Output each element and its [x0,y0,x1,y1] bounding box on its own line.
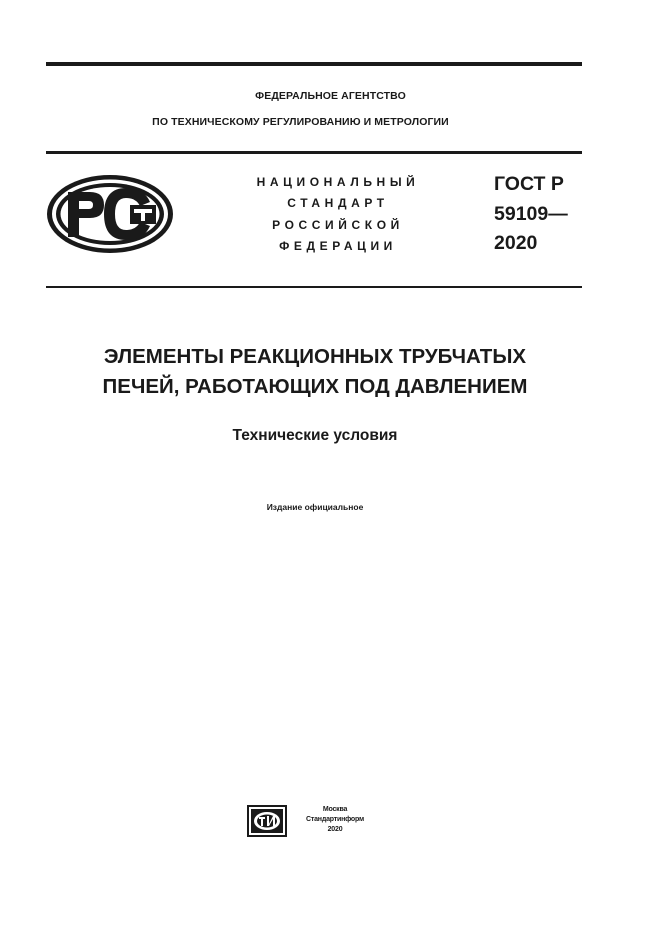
national-line: ФЕДЕРАЦИИ [279,238,397,253]
standard-code-line: 59109— [494,202,568,225]
title-line: ПЕЧЕЙ, РАБОТАЮЩИХ ПОД ДАВЛЕНИЕМ [102,374,528,398]
standard-code-line: ГОСТ Р [494,173,564,195]
document-title [0,342,630,401]
top-rule [46,62,582,66]
agency-name-line-1: ФЕДЕРАЛЬНОЕ АГЕНТСТВО [255,90,406,102]
edition-note: Издание официальное [266,502,364,512]
standard-code-line: 2020 [494,232,538,254]
title-line: ЭЛЕМЕНТЫ РЕАКЦИОННЫХ ТРУБЧАТЫХ [103,345,527,368]
national-line: НАЦИОНАЛЬНЫЙ [256,175,420,189]
national-line: СТАНДАРТ [287,196,389,211]
bottom-rule [46,286,582,288]
imprint-city: Москва [322,806,348,813]
rst-emblem-icon [46,174,174,254]
middle-rule [46,151,582,154]
imprint-publisher: Стандартинформ [306,816,364,823]
agency-name-line-2: ПО ТЕХНИЧЕСКОМУ РЕГУЛИРОВАНИЮ И МЕТРОЛОГИИ [152,116,449,128]
standartinform-logo-icon [247,805,287,837]
standard-code [494,170,568,259]
national-standard-label [248,172,428,257]
document-subtitle: Технические условия [232,427,398,444]
imprint-year: 2020 [327,826,343,833]
national-line: РОССИЙСКОЙ [272,217,404,232]
publisher-imprint [290,805,380,835]
